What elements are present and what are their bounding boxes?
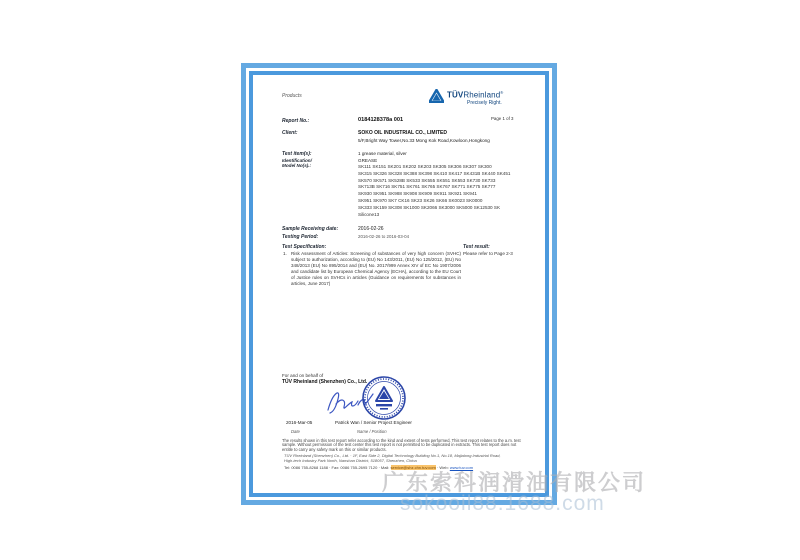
model-line: SK570 SK571 SK528B SK533 SK555 SK551 SK553 SK730 SK733 xyxy=(358,177,496,183)
test-item-label: Test item(s): xyxy=(282,151,312,157)
footer-tel: Tel: 0086 755-8268 1188 · xyxy=(284,465,331,470)
sample-receiving-date-label: Sample Receiving date: xyxy=(282,226,339,232)
client-value: SOKO OIL INDUSTRIAL CO., LIMITED xyxy=(358,130,447,136)
footer-address-line2: High-tech Industry Park North, Nanshan District, 518057, Shenzhen, China xyxy=(284,458,417,463)
signoff-date-value: 2016-Mar-05 xyxy=(286,420,313,425)
model-numbers-list xyxy=(358,164,530,218)
test-item-value: 1 grease material, silver xyxy=(358,151,407,156)
model-line: SK951 SK970 SK7 CK16 SK23 SK26 SK66 SK0023 SK0000 xyxy=(358,197,483,203)
report-no-label: Report No.: xyxy=(282,118,310,124)
model-line: SK111 SK151 SK201 SK202 SK203 SK305 SK306 SK307 SK300 xyxy=(358,164,492,169)
test-result-value: Please refer to Page 2-3 xyxy=(463,251,513,256)
signoff-company: TÜV Rheinland (Shenzhen) Co., Ltd. xyxy=(282,379,368,385)
model-line: SK713B SK716 SK751 SK761 SK765 SK767 SK771 SK775 SK777 xyxy=(358,184,496,190)
brand-name-bold: TÜV xyxy=(447,90,464,100)
company-stamp-seal-icon xyxy=(361,375,407,426)
products-label: Products xyxy=(282,93,302,99)
tuv-logo xyxy=(429,87,539,109)
footer-web-label: · Web: xyxy=(436,465,449,470)
spec-item-number: 1. xyxy=(283,251,287,256)
footer-fax: Fax: 0086 755-2695 7120 · xyxy=(331,465,380,470)
client-label: Client: xyxy=(282,130,298,136)
page-indicator: Page 1 of 3 xyxy=(491,116,514,121)
brand-name xyxy=(447,90,503,100)
watermark-company: 广东索科润滑油有限公司 xyxy=(382,470,647,495)
footer-address-line1: TÜV Rheinland (Shenzhen) Co., Ltd. · 1F, East Side 2, Digital Technology Building No.1, No.18, Majialong Industrial Road, xyxy=(284,453,501,458)
model-line: SK930 SK951 SK988 SK908 SK909 SK911 SK921 SK941 xyxy=(358,191,477,197)
name-position-label: Name / Position xyxy=(357,429,387,434)
sample-receiving-date-value: 2016-02-26 xyxy=(358,226,384,232)
model-line: SK315 SK326 SK328 SK388 SK398 SK410 SK417 SK431B SK440 SK451 xyxy=(358,170,511,176)
spec-item-text: Risk Assessment of Articles: Screening of substances of very high concern (SVHC) subject to authorization, according to (EU) No 143/2011, (EU) No 125/2012, (EU) No 348/2013 (EU) No 895/2014 and (EU) No. 2017/999 Annex XIV of EC No 1907/2006 and candidate list by European Chemical Agency (ECHA), according to the EU Court of Justice rules on SVHCs in articles (Guidance on requirements for substances in articles, June 2017) xyxy=(291,251,461,286)
certificate-document xyxy=(253,75,545,493)
tuv-triangle-icon xyxy=(429,89,444,108)
footer-web-link[interactable]: www.tuv.com xyxy=(449,465,474,470)
identification-label-line2: Model No(s).: xyxy=(282,163,312,168)
report-no-value: 0184128378a 001 xyxy=(358,117,404,123)
footer-mail-label: Mail: xyxy=(380,465,390,470)
testing-period-value: 2016-02-26 to 2016-03-04 xyxy=(358,234,410,239)
identification-value: GREASE xyxy=(358,158,378,163)
for-and-on-behalf: For and on behalf of xyxy=(282,373,324,378)
identification-label-line1: Identification/ xyxy=(282,158,312,163)
brand-name-rest: Rheinland xyxy=(463,90,501,100)
footer-disclaimer: The results shown in this test report refer according to the kind and extent of tests performed. This test report relates to the a.m. test sample. Without permission of the test center this test report is not permitted to be duplicated in extracts. This test report does not entitle to carry any safety mark on this or similar products. xyxy=(282,438,521,452)
footer-mail-value[interactable]: service@shz.chn.tuv.com xyxy=(390,465,436,470)
model-line: SK333 SK159 SK308 SK1000 SK2066 SK3000 SK5000 SK12530 SK xyxy=(358,204,501,210)
client-address: 5/F,Bright Way Tower,No.33 Mong Kok Road,Kowloon,Hongkong xyxy=(358,138,490,143)
test-specification-heading: Test Specification: xyxy=(282,244,327,250)
test-result-heading: Test result: xyxy=(463,244,490,250)
model-line: Silicone13 xyxy=(358,211,380,217)
signoff-name-value: Patrick Wan / Senior Project Engineer xyxy=(335,420,412,425)
watermark-url: sokooil88.1688.com xyxy=(400,492,605,515)
brand-tagline: Precisely Right. xyxy=(467,100,502,106)
date-label: Date xyxy=(291,429,300,434)
registered-mark: ® xyxy=(500,90,504,95)
testing-period-label: Testing Period: xyxy=(282,234,319,240)
